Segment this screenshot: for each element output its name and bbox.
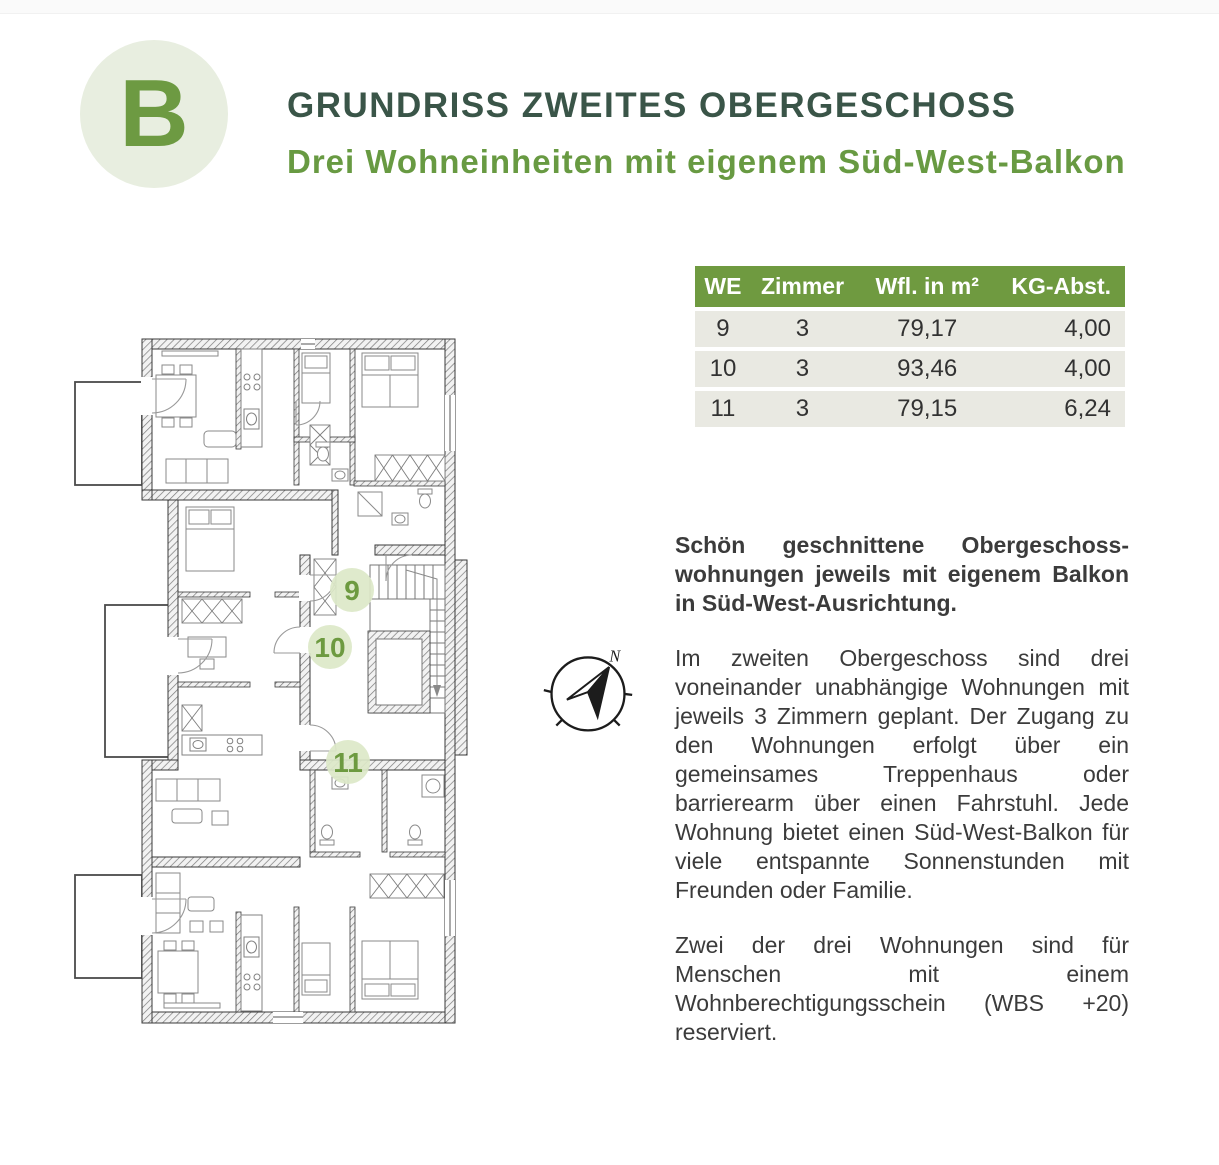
cell-kg: 4,00 xyxy=(1000,351,1125,387)
page-title: GRUNDRISS ZWEITES OBERGESCHOSS xyxy=(287,86,1017,125)
floor-plan xyxy=(70,337,470,1050)
unit-badge-9 xyxy=(330,568,374,612)
page-subtitle: Drei Wohneinheiten mit eigenem Süd-West-Balkon xyxy=(287,143,1126,180)
cell-kg: 6,24 xyxy=(1000,391,1125,427)
cell-we: 9 xyxy=(695,311,751,347)
cell-wfl: 79,17 xyxy=(854,311,1000,347)
page-top-band xyxy=(0,0,1219,14)
description-column xyxy=(675,531,1129,1073)
table-row xyxy=(695,351,1125,387)
unit-badge-10 xyxy=(308,625,352,669)
table-row xyxy=(695,311,1125,347)
unit-table-header xyxy=(695,266,1125,307)
col-kg-abst: KG-Abst. xyxy=(1000,266,1125,307)
unit-label: 11 xyxy=(333,747,363,778)
cell-zimmer: 3 xyxy=(751,311,854,347)
section-badge-letter: B xyxy=(119,60,189,167)
col-we: WE xyxy=(695,266,751,307)
description-paragraph-1: Im zweiten Obergeschoss sind drei voneinander unabhängige Wohnungen mit jeweils 3 Zimmern geplant. Der Zugang zu den Wohnungen erfolgt über ein gemeinsames Treppenhaus oder barrierearm über einen Fahrstuhl. Jede Wohnung bietet einen Süd-West-Balkon für viele entspannte Sonnenstunden mit Freunden oder Familie. xyxy=(675,645,1129,903)
col-wfl: Wfl. in m² xyxy=(854,266,1000,307)
table-row xyxy=(695,391,1125,427)
description-paragraph-2: Zwei der drei Wohnungen sind für Menschen mit einem Wohnberechtigungsschein (WBS +20) reserviert. xyxy=(675,932,1129,1045)
cell-zimmer: 3 xyxy=(751,351,854,387)
description-heading: Schön geschnittene Obergeschoss-wohnungen jeweils mit eigenem Balkon in Süd-West-Ausrichtung. xyxy=(675,532,1129,616)
unit-label: 10 xyxy=(314,632,346,663)
col-zimmer: Zimmer xyxy=(751,266,854,307)
unit-label: 9 xyxy=(344,575,360,606)
cell-we: 10 xyxy=(695,351,751,387)
cell-zimmer: 3 xyxy=(751,391,854,427)
compass-icon xyxy=(540,644,636,740)
elevator xyxy=(368,631,430,713)
unit-badge-11 xyxy=(326,740,370,784)
cell-wfl: 93,46 xyxy=(854,351,1000,387)
cell-kg: 4,00 xyxy=(1000,311,1125,347)
compass-north-label: N xyxy=(609,646,621,666)
cell-wfl: 79,15 xyxy=(854,391,1000,427)
cell-we: 11 xyxy=(695,391,751,427)
unit-table xyxy=(695,262,1125,431)
kitchens xyxy=(182,349,262,1011)
section-badge xyxy=(80,40,228,188)
